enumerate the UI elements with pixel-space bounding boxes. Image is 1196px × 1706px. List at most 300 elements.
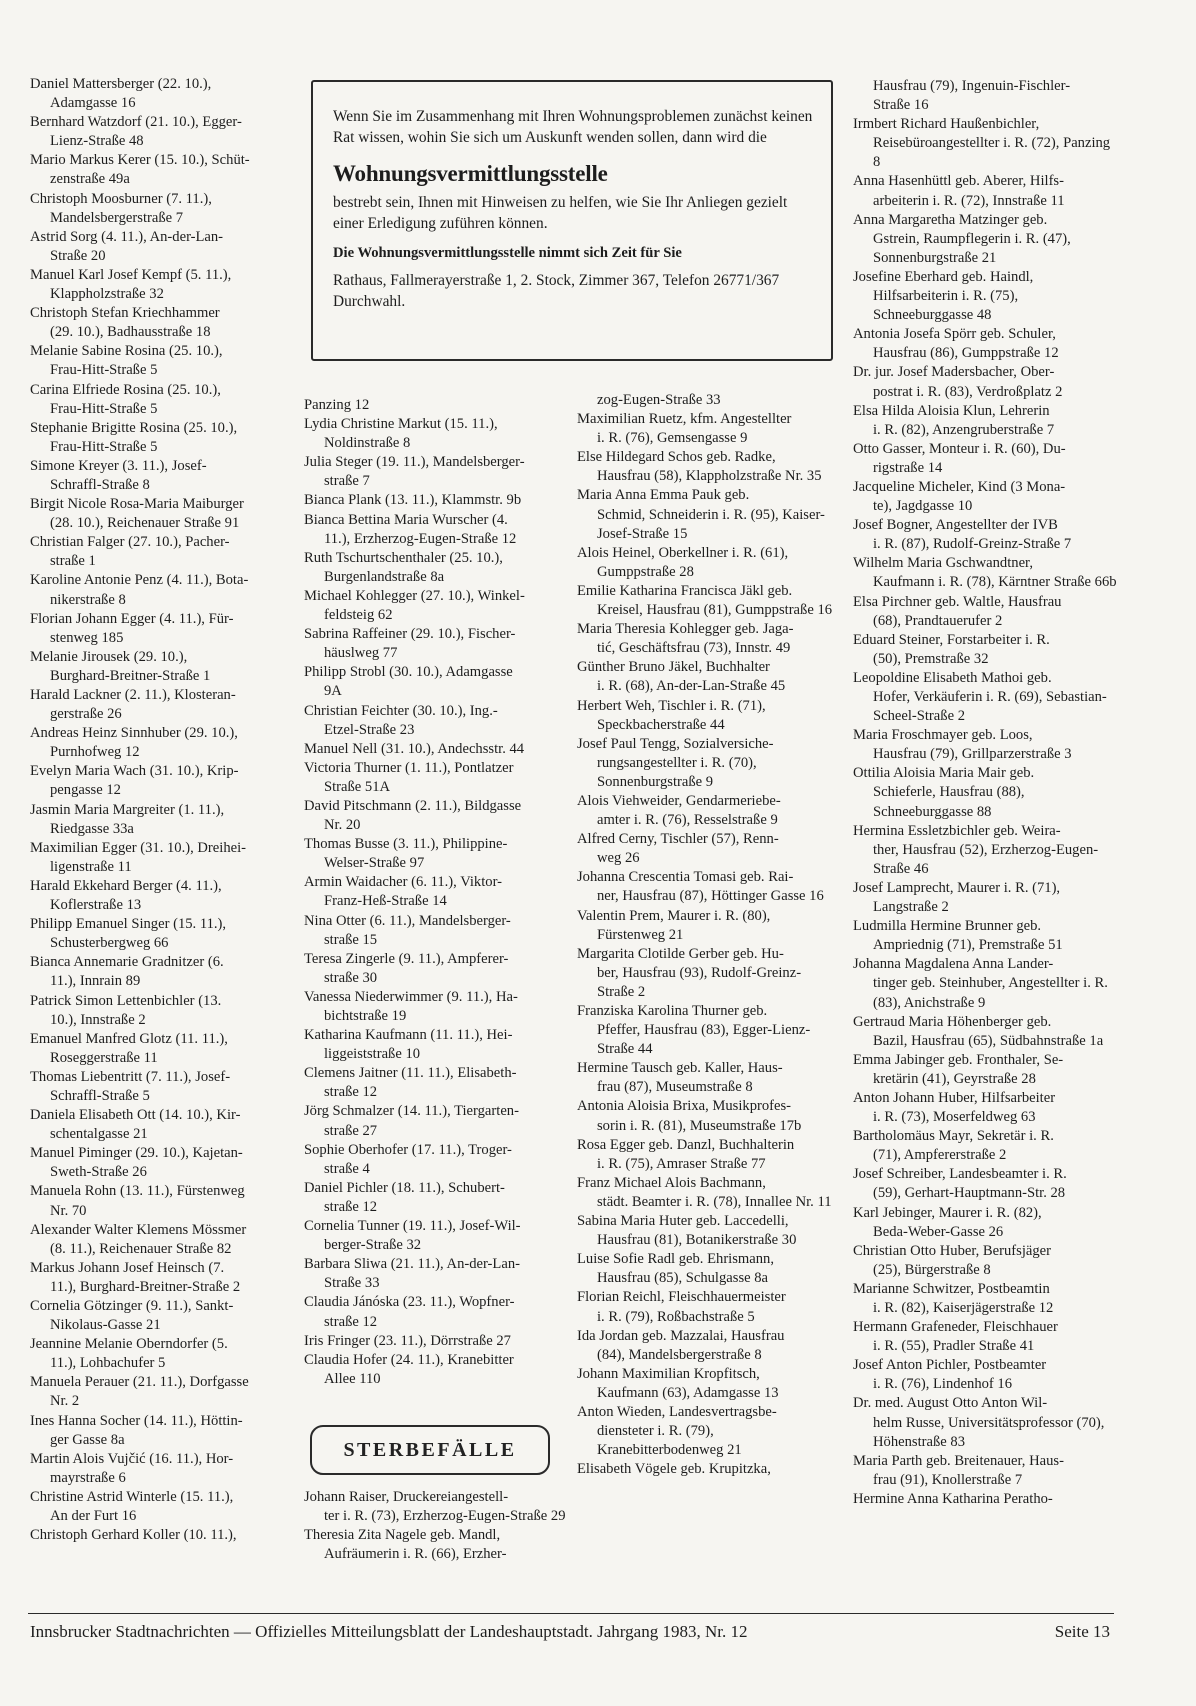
entry-col3 bbox=[577, 868, 836, 906]
entry-continuation: i. R. (79), Roßbachstraße 5 bbox=[597, 1308, 755, 1325]
entry-first-line: Christine Astrid Winterle (15. 11.), bbox=[30, 1488, 234, 1505]
entry-col1 bbox=[30, 953, 285, 991]
entry-continuation: i. R. (76), Gemsengasse 9 bbox=[597, 430, 748, 447]
entry-continuation: straße 12 bbox=[324, 1198, 378, 1215]
entry-continuation: postrat i. R. (83), Verdroßplatz 2 bbox=[873, 383, 1063, 400]
entry-col2 bbox=[304, 511, 575, 549]
entry-continuation: Riedgasse 33a bbox=[50, 820, 134, 837]
entry-first-line: Maria Theresia Kohlegger geb. Jaga- bbox=[577, 621, 794, 638]
entry-first-line: Melanie Jirousek (29. 10.), bbox=[30, 648, 188, 665]
entry-col3 bbox=[577, 620, 836, 658]
entry-continuation: diensteter i. R. (79), Kranebitterbodenweg 21 bbox=[597, 1423, 742, 1459]
entry-col3 bbox=[577, 1097, 836, 1135]
entry-first-line: Victoria Thurner (1. 11.), Pontlatzer bbox=[304, 759, 514, 776]
entry-continuation: Speckbacherstraße 44 bbox=[597, 716, 725, 733]
entry-continuation: 11.), Lohbachufer 5 bbox=[50, 1355, 166, 1372]
entry-col2 bbox=[304, 950, 575, 988]
entry-first-line: Maximilian Ruetz, kfm. Angestellter bbox=[577, 411, 792, 428]
entry-col2 bbox=[304, 625, 575, 663]
entry-first-line: Margarita Clotilde Gerber geb. Hu- bbox=[577, 945, 784, 962]
entry-col1 bbox=[30, 915, 285, 953]
entry-col4 bbox=[853, 764, 1119, 821]
entry-col4 bbox=[853, 172, 1119, 210]
entry-continuation: Sweth-Straße 26 bbox=[50, 1164, 147, 1181]
entry-continuation: Mandelsbergerstraße 7 bbox=[50, 209, 184, 226]
entry-continuation: Gumppstraße 28 bbox=[597, 563, 694, 580]
entry-col2 bbox=[304, 415, 575, 453]
entry-continuation: Schraffl-Straße 8 bbox=[50, 476, 150, 493]
entry-first-line: Elsa Pirchner geb. Waltle, Hausfrau bbox=[853, 593, 1062, 610]
entry-first-line: Jacqueline Micheler, Kind (3 Mona- bbox=[853, 478, 1066, 495]
entry-continuation: Langstraße 2 bbox=[873, 899, 949, 916]
entry-col3 bbox=[577, 448, 836, 486]
entry-col4 bbox=[853, 631, 1119, 669]
entry-first-line: Panzing 12 bbox=[304, 397, 370, 413]
entry-col1 bbox=[30, 648, 285, 686]
entry-continuation: Burghard-Breitner-Straße 1 bbox=[50, 667, 211, 684]
entry-col2 bbox=[304, 1026, 575, 1064]
entry-continuation: straße 12 bbox=[324, 1084, 378, 1101]
entry-col2 bbox=[304, 873, 575, 911]
entry-continuation: Straße 51A bbox=[324, 778, 391, 795]
entry-col4 bbox=[853, 402, 1119, 440]
entry-first-line: Julia Steger (19. 11.), Mandelsberger- bbox=[304, 454, 525, 471]
entry-col3 bbox=[577, 391, 836, 410]
entry-first-line: Josef Bogner, Angestellter der IVB bbox=[853, 517, 1058, 534]
entry-continuation: ligenstraße 11 bbox=[50, 858, 132, 875]
entry-col4 bbox=[853, 1280, 1119, 1318]
entry-continuation: schentalgasse 21 bbox=[50, 1126, 148, 1143]
entry-continuation: Bazil, Hausfrau (65), Südbahnstraße 1a bbox=[873, 1032, 1104, 1049]
entry-continuation: 11.), Burghard-Breitner-Straße 2 bbox=[50, 1278, 241, 1295]
entry-first-line: Sabrina Raffeiner (29. 10.), Fischer- bbox=[304, 626, 516, 643]
entry-col3 bbox=[577, 486, 836, 543]
entry-col3 bbox=[577, 1460, 836, 1479]
entry-first-line: Ines Hanna Socher (14. 11.), Höttin- bbox=[30, 1412, 243, 1429]
entry-first-line: Herbert Weh, Tischler i. R. (71), bbox=[577, 697, 766, 714]
entry-col2 bbox=[304, 1217, 575, 1255]
entry-first-line: Ludmilla Hermine Brunner geb. bbox=[853, 918, 1042, 935]
entry-first-line: Melanie Sabine Rosina (25. 10.), bbox=[30, 343, 223, 360]
entry-first-line: Bernhard Watzdorf (21. 10.), Egger- bbox=[30, 114, 242, 131]
entry-first-line: Christoph Moosburner (7. 11.), bbox=[30, 190, 212, 207]
entry-col1 bbox=[30, 992, 285, 1030]
entry-first-line: Jeannine Melanie Oberndorfer (5. bbox=[30, 1336, 228, 1353]
entry-first-line: Johann Raiser, Druckereiangestell- bbox=[304, 1489, 509, 1505]
entry-continuation: straße 30 bbox=[324, 969, 378, 986]
entry-col3 bbox=[577, 658, 836, 696]
entry-col1 bbox=[30, 533, 285, 571]
entry-continuation: stenweg 185 bbox=[50, 629, 124, 646]
entry-col4 bbox=[853, 1490, 1119, 1509]
entry-col1 bbox=[30, 1526, 285, 1545]
entry-first-line: Anton Wieden, Landesvertragsbe- bbox=[577, 1403, 777, 1420]
entry-col4 bbox=[853, 1394, 1119, 1451]
entry-col3 bbox=[577, 735, 836, 792]
entry-continuation: Lienz-Straße 48 bbox=[50, 133, 144, 150]
entry-continuation: straße 1 bbox=[50, 553, 96, 570]
entry-first-line: Simone Kreyer (3. 11.), Josef- bbox=[30, 457, 207, 474]
entry-continuation: Pfeffer, Hausfrau (83), Egger-Lienz-Straße 44 bbox=[597, 1022, 811, 1058]
entry-first-line: Lydia Christine Markut (15. 11.), bbox=[304, 416, 498, 433]
entry-first-line: Sophie Oberhofer (17. 11.), Troger- bbox=[304, 1141, 512, 1158]
entry-col3 bbox=[577, 1250, 836, 1288]
entry-continuation: Schieferle, Hausfrau (88), Schneeburggasse 88 bbox=[873, 784, 1025, 820]
notice-intro: Wenn Sie im Zusammenhang mit Ihren Wohnungsproblemen zunächst keinen Rat wissen, wohin Sie sich um Auskunft wenden sollen, dann wird die bbox=[333, 108, 813, 146]
notice-heading: Wohnungsvermittlungsstelle bbox=[333, 161, 608, 186]
entry-first-line: Dr. med. August Otto Anton Wil- bbox=[853, 1395, 1048, 1412]
entry-first-line: Antonia Josefa Spörr geb. Schuler, bbox=[853, 326, 1056, 343]
notice-body: bestrebt sein, Ihnen mit Hinweisen zu helfen, wie Sie Ihr Anliegen gezielt einer Erledigung zuführen können. bbox=[333, 194, 788, 232]
entry-first-line: Josef Schreiber, Landesbeamter i. R. bbox=[853, 1166, 1067, 1183]
entry-col4 bbox=[853, 1356, 1119, 1394]
entry-continuation: zenstraße 49a bbox=[50, 171, 130, 188]
entry-col3 bbox=[577, 945, 836, 1002]
entry-col1 bbox=[30, 75, 285, 113]
entry-first-line: Alois Heinel, Oberkellner i. R. (61), bbox=[577, 544, 789, 561]
entry-continuation: kretärin (41), Geyrstraße 28 bbox=[873, 1070, 1036, 1087]
entry-col1 bbox=[30, 457, 285, 495]
entry-col1 bbox=[30, 1488, 285, 1526]
entry-col2 bbox=[304, 453, 575, 491]
entry-first-line: Hermann Grafeneder, Fleischhauer bbox=[853, 1319, 1058, 1336]
entry-continuation: Reisebüroangestellter i. R. (72), Panzing 8 bbox=[873, 135, 1111, 171]
entry-continuation: Frau-Hitt-Straße 5 bbox=[50, 362, 158, 379]
entry-continuation: i. R. (82), Anzengruberstraße 7 bbox=[873, 421, 1055, 438]
entry-continuation: Nr. 70 bbox=[50, 1202, 87, 1219]
entry-first-line: Manuel Karl Josef Kempf (5. 11.), bbox=[30, 266, 232, 283]
entry-col1 bbox=[30, 495, 285, 533]
entry-first-line: Cornelia Tunner (19. 11.), Josef-Wil- bbox=[304, 1218, 521, 1235]
entry-first-line: Rosa Egger geb. Danzl, Buchhalterin bbox=[577, 1136, 795, 1153]
entry-col2 bbox=[304, 1179, 575, 1217]
entry-col2b bbox=[304, 1488, 575, 1526]
entry-continuation: ter i. R. (73), Erzherzog-Eugen-Straße 29 bbox=[324, 1508, 566, 1525]
entry-first-line: Karoline Antonie Penz (4. 11.), Bota- bbox=[30, 572, 249, 589]
entry-continuation: arbeiterin i. R. (72), Innstraße 11 bbox=[873, 192, 1065, 209]
entry-col3 bbox=[577, 1174, 836, 1212]
entry-first-line: Christian Feichter (30. 10.), Ing.- bbox=[304, 702, 498, 719]
entry-col3 bbox=[577, 544, 836, 582]
entry-continuation: (29. 10.), Badhausstraße 18 bbox=[50, 324, 211, 341]
entry-continuation: Nr. 2 bbox=[50, 1393, 80, 1410]
entry-continuation: städt. Beamter i. R. (78), Innallee Nr. 11 bbox=[597, 1193, 832, 1210]
entry-first-line: Katharina Kaufmann (11. 11.), Hei- bbox=[304, 1027, 513, 1044]
entry-col3 bbox=[577, 1327, 836, 1365]
entry-col2 bbox=[304, 835, 575, 873]
entry-first-line: Franz Michael Alois Bachmann, bbox=[577, 1174, 766, 1191]
entry-col1 bbox=[30, 1297, 285, 1335]
entry-first-line: Valentin Prem, Maurer i. R. (80), bbox=[577, 907, 771, 924]
entry-first-line: Florian Johann Egger (4. 11.), Für- bbox=[30, 610, 234, 627]
entry-col2 bbox=[304, 1064, 575, 1102]
entry-col2 bbox=[304, 797, 575, 835]
entry-continuation: Roseggerstraße 11 bbox=[50, 1049, 158, 1066]
entry-continuation: ger Gasse 8a bbox=[50, 1431, 125, 1448]
entry-continuation: Straße 16 bbox=[873, 97, 929, 114]
entry-continuation: helm Russe, Universitätsprofessor (70), Höhenstraße 83 bbox=[873, 1414, 1105, 1450]
entry-first-line: Ida Jordan geb. Mazzalai, Hausfrau bbox=[577, 1327, 785, 1344]
entry-first-line: Johann Maximilian Kropfitsch, bbox=[577, 1365, 760, 1382]
entry-continuation: te), Jagdgasse 10 bbox=[873, 498, 973, 515]
entry-continuation: Fürstenweg 21 bbox=[597, 926, 684, 943]
entry-continuation: Aufräumerin i. R. (66), Erzher- bbox=[324, 1546, 507, 1563]
entry-continuation: i. R. (73), Moserfeldweg 63 bbox=[873, 1109, 1036, 1126]
entry-continuation: (71), Ampfererstraße 2 bbox=[873, 1147, 1007, 1164]
entry-first-line: Evelyn Maria Wach (31. 10.), Krip- bbox=[30, 763, 239, 780]
entry-continuation: 11.), Erzherzog-Eugen-Straße 12 bbox=[324, 530, 517, 547]
entry-continuation: (59), Gerhart-Hauptmann-Str. 28 bbox=[873, 1185, 1066, 1202]
entry-col1 bbox=[30, 1106, 285, 1144]
entry-col1 bbox=[30, 1030, 285, 1068]
entry-col4 bbox=[853, 363, 1119, 401]
entry-first-line: Teresa Zingerle (9. 11.), Ampferer- bbox=[304, 950, 509, 967]
entry-continuation: weg 26 bbox=[597, 850, 640, 867]
entry-first-line: Andreas Heinz Sinnhuber (29. 10.), bbox=[30, 725, 238, 742]
entry-first-line: Martin Alois Vujčić (16. 11.), Hor- bbox=[30, 1450, 234, 1467]
entry-first-line: Michael Kohlegger (27. 10.), Winkel- bbox=[304, 587, 525, 604]
entry-continuation: i. R. (55), Pradler Straße 41 bbox=[873, 1338, 1035, 1355]
entry-first-line: Carina Elfriede Rosina (25. 10.), bbox=[30, 381, 221, 398]
entry-first-line: Stephanie Brigitte Rosina (25. 10.), bbox=[30, 419, 238, 436]
entry-continuation: ber, Hausfrau (93), Rudolf-Greinz-Straße 2 bbox=[597, 964, 802, 1000]
entry-first-line: Josef Anton Pichler, Postbeamter bbox=[853, 1357, 1047, 1374]
entry-continuation: Kreisel, Hausfrau (81), Gumppstraße 16 bbox=[597, 602, 833, 619]
entry-first-line: Vanessa Niederwimmer (9. 11.), Ha- bbox=[304, 988, 518, 1005]
entry-first-line: Harald Ekkehard Berger (4. 11.), bbox=[30, 877, 222, 894]
entry-col3 bbox=[577, 1059, 836, 1097]
entry-first-line: Patrick Simon Lettenbichler (13. bbox=[30, 992, 222, 1009]
entry-first-line: Cornelia Götzinger (9. 11.), Sankt- bbox=[30, 1298, 234, 1314]
entry-first-line: Christian Falger (27. 10.), Pacher- bbox=[30, 534, 230, 551]
entry-continuation: Ampriednig (71), Premstraße 51 bbox=[873, 937, 1063, 954]
entry-col4 bbox=[853, 669, 1119, 726]
entry-col2 bbox=[304, 759, 575, 797]
entry-col4 bbox=[853, 1013, 1119, 1051]
entry-continuation: Straße 33 bbox=[324, 1275, 380, 1292]
entry-first-line: Emilie Katharina Francisca Jäkl geb. bbox=[577, 582, 793, 599]
entry-first-line: Dr. jur. Josef Madersbacher, Ober- bbox=[853, 364, 1055, 381]
entry-first-line: Antonia Aloisia Brixa, Musikprofes- bbox=[577, 1098, 792, 1115]
entry-first-line: Elsa Hilda Aloisia Klun, Lehrerin bbox=[853, 402, 1050, 419]
entry-col1 bbox=[30, 571, 285, 609]
entry-col1 bbox=[30, 724, 285, 762]
notice-address: Rathaus, Fallmerayerstraße 1, 2. Stock, Zimmer 367, Telefon 26771/367 Durchwahl. bbox=[333, 272, 780, 310]
entry-first-line: zog-Eugen-Straße 33 bbox=[597, 392, 721, 408]
entry-continuation: (84), Mandelsbergerstraße 8 bbox=[597, 1346, 762, 1363]
entry-col4 bbox=[853, 554, 1119, 592]
entry-first-line: Astrid Sorg (4. 11.), An-der-Lan- bbox=[30, 228, 224, 245]
entry-continuation: Nikolaus-Gasse 21 bbox=[50, 1317, 161, 1334]
entry-first-line: Anton Johann Huber, Hilfsarbeiter bbox=[853, 1089, 1056, 1106]
entry-continuation: Hausfrau (85), Schulgasse 8a bbox=[597, 1270, 769, 1287]
entry-continuation: Beda-Weber-Gasse 26 bbox=[873, 1223, 1004, 1240]
entry-col1 bbox=[30, 1373, 285, 1411]
entry-first-line: Bartholomäus Mayr, Sekretär i. R. bbox=[853, 1128, 1054, 1145]
entry-continuation: straße 4 bbox=[324, 1160, 370, 1177]
entry-col3 bbox=[577, 830, 836, 868]
entry-continuation: sorin i. R. (81), Museumstraße 17b bbox=[597, 1117, 802, 1134]
entry-col3 bbox=[577, 1002, 836, 1059]
entry-col4 bbox=[853, 879, 1119, 917]
entry-first-line: Eduard Steiner, Forstarbeiter i. R. bbox=[853, 631, 1050, 648]
entry-first-line: Günther Bruno Jäkel, Buchhalter bbox=[577, 659, 770, 676]
entry-col3 bbox=[577, 792, 836, 830]
entry-col4 bbox=[853, 822, 1119, 879]
entry-first-line: Maria Anna Emma Pauk geb. bbox=[577, 487, 750, 504]
entry-continuation: häuslweg 77 bbox=[324, 645, 398, 662]
entry-col4 bbox=[853, 1204, 1119, 1242]
entry-first-line: Bianca Annemarie Gradnitzer (6. bbox=[30, 954, 224, 971]
entry-col3 bbox=[577, 582, 836, 620]
entry-continuation: ner, Hausfrau (87), Höttinger Gasse 16 bbox=[597, 888, 824, 905]
entry-continuation: 11.), Innrain 89 bbox=[50, 973, 141, 990]
entry-continuation: (68), Prandtauerufer 2 bbox=[873, 612, 1003, 629]
entry-first-line: Christoph Stefan Kriechhammer bbox=[30, 305, 220, 322]
entry-first-line: Philipp Emanuel Singer (15. 11.), bbox=[30, 916, 227, 933]
entry-col4 bbox=[853, 1051, 1119, 1089]
entry-col1 bbox=[30, 839, 285, 877]
entry-col2 bbox=[304, 912, 575, 950]
entry-first-line: Philipp Strobl (30. 10.), Adamgasse bbox=[304, 664, 513, 681]
entry-continuation: frau (91), Knollerstraße 7 bbox=[873, 1471, 1023, 1488]
entry-col2 bbox=[304, 1293, 575, 1331]
entry-continuation: straße 15 bbox=[324, 931, 378, 948]
entry-first-line: Sabina Maria Huter geb. Laccedelli, bbox=[577, 1213, 789, 1230]
entry-col2b bbox=[304, 1526, 575, 1564]
entry-continuation: Burgenlandstraße 8a bbox=[324, 568, 445, 585]
entry-first-line: Elisabeth Vögele geb. Krupitzka, bbox=[577, 1461, 771, 1478]
entry-col3 bbox=[577, 1403, 836, 1460]
entry-col1 bbox=[30, 113, 285, 151]
entry-first-line: Ruth Tschurtschenthaler (25. 10.), bbox=[304, 549, 503, 566]
entry-first-line: Thomas Liebentritt (7. 11.), Josef- bbox=[30, 1068, 231, 1085]
entry-first-line: Josefine Eberhard geb. Haindl, bbox=[853, 268, 1034, 285]
entry-continuation: Gstrein, Raumpflegerin i. R. (47), Sonnenburgstraße 21 bbox=[873, 230, 1071, 266]
births-column-1 bbox=[30, 75, 285, 1545]
entry-first-line: Anna Margaretha Matzinger geb. bbox=[853, 211, 1048, 228]
entry-continuation: straße 27 bbox=[324, 1122, 378, 1139]
entry-continuation: amter i. R. (76), Resselstraße 9 bbox=[597, 812, 778, 829]
entry-continuation: Hausfrau (58), Klappholzstraße Nr. 35 bbox=[597, 468, 822, 485]
entry-first-line: Jörg Schmalzer (14. 11.), Tiergarten- bbox=[304, 1103, 519, 1120]
entry-continuation: Schmid, Schneiderin i. R. (95), Kaiser-Josef-Straße 15 bbox=[597, 506, 825, 542]
entry-first-line: Christian Otto Huber, Berufsjäger bbox=[853, 1242, 1052, 1259]
entry-col3 bbox=[577, 1288, 836, 1326]
entry-first-line: Franziska Karolina Thurner geb. bbox=[577, 1003, 768, 1019]
entry-col4 bbox=[853, 1242, 1119, 1280]
entry-continuation: Etzel-Straße 23 bbox=[324, 721, 415, 738]
entry-col1 bbox=[30, 1068, 285, 1106]
entry-first-line: Markus Johann Josef Heinsch (7. bbox=[30, 1259, 225, 1276]
entry-first-line: Daniela Elisabeth Ott (14. 10.), Kir- bbox=[30, 1107, 241, 1124]
entry-first-line: Luise Sofie Radl geb. Ehrismann, bbox=[577, 1251, 774, 1268]
entry-continuation: i. R. (75), Amraser Straße 77 bbox=[597, 1155, 766, 1172]
entry-first-line: Claudia Hofer (24. 11.), Kranebitter bbox=[304, 1351, 514, 1368]
entry-first-line: Hermine Anna Katharina Peratho- bbox=[853, 1490, 1053, 1507]
entry-first-line: Birgit Nicole Rosa-Maria Maiburger bbox=[30, 496, 244, 513]
entry-continuation: i. R. (82), Kaiserjägerstraße 12 bbox=[873, 1300, 1054, 1316]
deaths-column-start bbox=[304, 1488, 575, 1564]
entry-col2 bbox=[304, 549, 575, 587]
entry-continuation: Frau-Hitt-Straße 5 bbox=[50, 438, 158, 455]
entry-continuation: Hausfrau (86), Gumppstraße 12 bbox=[873, 345, 1059, 362]
entry-first-line: David Pitschmann (2. 11.), Bildgasse bbox=[304, 797, 522, 814]
entry-continuation: Allee 110 bbox=[324, 1370, 381, 1387]
entry-col1 bbox=[30, 1412, 285, 1450]
entry-continuation: Welser-Straße 97 bbox=[324, 855, 425, 872]
entry-first-line: Christoph Gerhard Koller (10. 11.), bbox=[30, 1527, 237, 1544]
entry-first-line: Else Hildegard Schos geb. Radke, bbox=[577, 449, 776, 466]
entry-col1 bbox=[30, 762, 285, 800]
entry-continuation: Nr. 20 bbox=[324, 817, 361, 834]
entry-first-line: Johanna Crescentia Tomasi geb. Rai- bbox=[577, 869, 794, 886]
footer-page-number: Seite 13 bbox=[1054, 1622, 1110, 1641]
entry-continuation: (50), Premstraße 32 bbox=[873, 650, 989, 667]
footer-rule bbox=[28, 1613, 1114, 1614]
entry-col3 bbox=[577, 697, 836, 735]
entry-col3 bbox=[577, 1212, 836, 1250]
entry-first-line: Marianne Schwitzer, Postbeamtin bbox=[853, 1280, 1050, 1297]
sterbefaelle-heading: STERBEFÄLLE bbox=[343, 1438, 517, 1461]
entry-first-line: Leopoldine Elisabeth Mathoi geb. bbox=[853, 669, 1052, 686]
entry-continuation: Noldinstraße 8 bbox=[324, 435, 411, 452]
entry-first-line: Manuela Perauer (21. 11.), Dorfgasse bbox=[30, 1374, 249, 1391]
entry-col1 bbox=[30, 1335, 285, 1373]
entry-continuation: feldsteig 62 bbox=[324, 607, 393, 624]
entry-col1 bbox=[30, 610, 285, 648]
entry-col3 bbox=[577, 1365, 836, 1403]
entry-first-line: Manuel Nell (31. 10.), Andechsstr. 44 bbox=[304, 740, 525, 757]
entry-first-line: Florian Reichl, Fleischhauermeister bbox=[577, 1289, 786, 1306]
entry-col1 bbox=[30, 342, 285, 380]
entry-col1 bbox=[30, 266, 285, 304]
entry-continuation: i. R. (68), An-der-Lan-Straße 45 bbox=[597, 678, 786, 695]
entry-first-line: Maria Parth geb. Breitenauer, Haus- bbox=[853, 1452, 1064, 1469]
entry-continuation: 10.), Innstraße 2 bbox=[50, 1011, 146, 1028]
entry-continuation: Klappholzstraße 32 bbox=[50, 286, 164, 303]
entry-first-line: Daniel Mattersberger (22. 10.), bbox=[30, 76, 212, 92]
entry-first-line: Iris Fringer (23. 11.), Dörrstraße 27 bbox=[304, 1332, 511, 1349]
deaths-column-2 bbox=[577, 391, 836, 1479]
entry-first-line: Alois Viehweider, Gendarmeriebe- bbox=[577, 792, 781, 809]
entry-first-line: Gertraud Maria Höhenberger geb. bbox=[853, 1013, 1052, 1030]
entry-continuation: Purnhofweg 12 bbox=[50, 744, 140, 761]
entry-first-line: Theresia Zita Nagele geb. Mandl, bbox=[304, 1527, 501, 1544]
entry-first-line: Anna Hasenhüttl geb. Aberer, Hilfs- bbox=[853, 173, 1064, 190]
entry-first-line: Harald Lackner (2. 11.), Klosteran- bbox=[30, 687, 236, 703]
entry-col2 bbox=[304, 740, 575, 759]
entry-continuation: liggeiststraße 10 bbox=[324, 1046, 421, 1063]
entry-col2 bbox=[304, 1102, 575, 1140]
entry-col2 bbox=[304, 1332, 575, 1351]
entry-col2 bbox=[304, 587, 575, 625]
entry-first-line: Otto Gasser, Monteur i. R. (60), Du- bbox=[853, 440, 1066, 457]
entry-continuation: (25), Bürgerstraße 8 bbox=[873, 1261, 991, 1278]
entry-col4 bbox=[853, 211, 1119, 268]
entry-first-line: Manuela Rohn (13. 11.), Fürstenweg bbox=[30, 1183, 245, 1200]
entry-first-line: Jasmin Maria Margreiter (1. 11.), bbox=[30, 801, 225, 818]
entry-col1 bbox=[30, 1182, 285, 1220]
entry-col4 bbox=[853, 917, 1119, 955]
entry-col1 bbox=[30, 419, 285, 457]
entry-continuation: mayrstraße 6 bbox=[50, 1469, 126, 1486]
entry-col4 bbox=[853, 726, 1119, 764]
entry-continuation: Schraffl-Straße 5 bbox=[50, 1087, 150, 1104]
entry-col4 bbox=[853, 268, 1119, 325]
housing-notice-box bbox=[311, 80, 833, 361]
entry-continuation: Frau-Hitt-Straße 5 bbox=[50, 400, 158, 417]
